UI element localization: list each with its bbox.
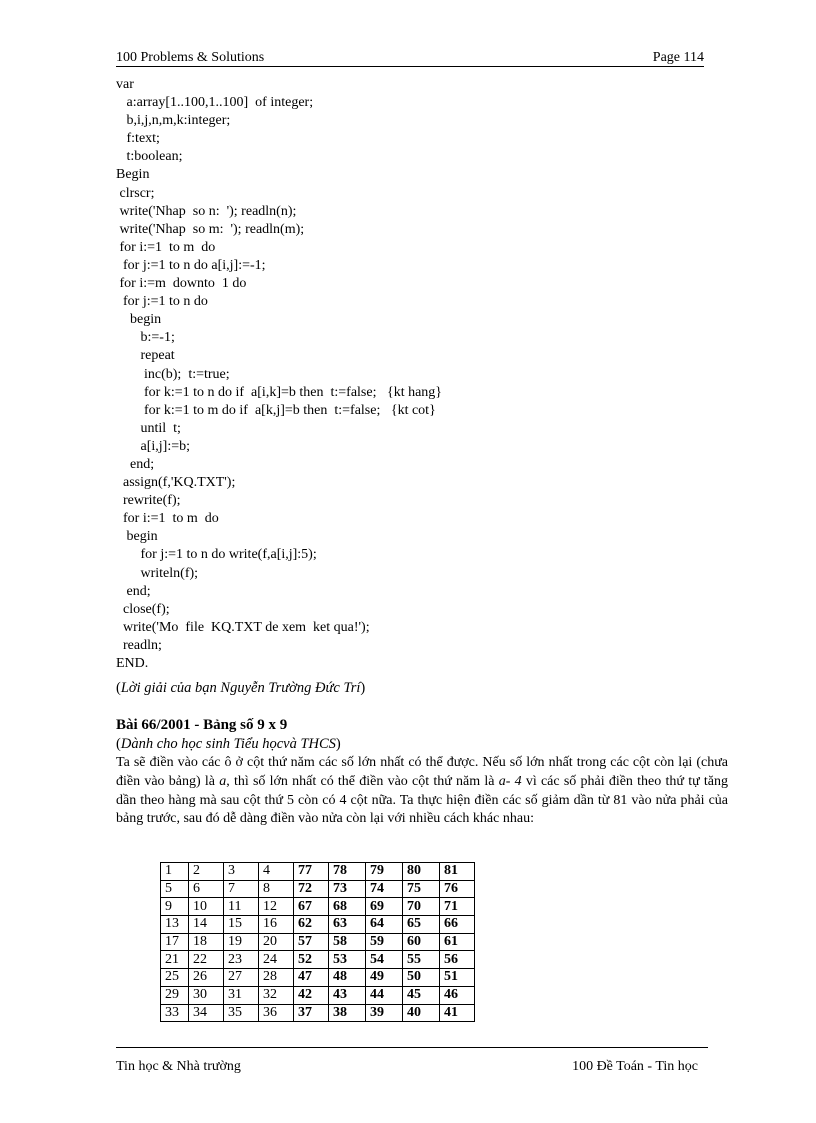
var-a: a bbox=[219, 773, 227, 789]
table-cell: 17 bbox=[161, 933, 189, 951]
table-cell: 51 bbox=[440, 969, 475, 987]
table-cell: 11 bbox=[224, 898, 259, 916]
table-row bbox=[161, 916, 475, 934]
table-row bbox=[161, 951, 475, 969]
table-cell: 38 bbox=[329, 1004, 366, 1022]
table-cell: 25 bbox=[161, 969, 189, 987]
table-cell: 21 bbox=[161, 951, 189, 969]
table-cell: 81 bbox=[440, 863, 475, 881]
var-a-minus-4: a- 4 bbox=[498, 773, 522, 789]
code-line: end; bbox=[116, 583, 151, 599]
table-cell: 5 bbox=[161, 880, 189, 898]
table-cell: 1 bbox=[161, 863, 189, 881]
table-cell: 46 bbox=[440, 986, 475, 1004]
code-line: repeat bbox=[116, 348, 175, 364]
table-cell: 34 bbox=[189, 1004, 224, 1022]
table-cell: 31 bbox=[224, 986, 259, 1004]
table-cell: 9 bbox=[161, 898, 189, 916]
header-book-title: 100 Problems & Solutions bbox=[116, 50, 265, 65]
code-line: for j:=1 to n do a[i,j]:=-1; bbox=[116, 257, 266, 273]
code-line: b:=-1; bbox=[116, 330, 175, 346]
code-line: for i:=m downto 1 do bbox=[116, 276, 247, 292]
code-line: t:boolean; bbox=[116, 149, 183, 165]
solution-paragraph: Ta sẽ điền vào các ô ở cột thứ năm các số lớn nhất có thể được. Nếu số lớn nhất trong các cột còn lại (chưa điền vào bảng) là a, thì số lớn nhất có thể điền vào cột thứ năm là a- 4 vì các số phải điền theo thứ tự tăng dần theo hàng mà sau cột thứ 5 còn có 4 cột nữa. Ta thực hiện điền các số giảm dần từ 81 vào nửa phải của bảng trước, sau đó dễ dàng điền vào nửa còn lại với nhiều cách khác nhau: bbox=[116, 755, 728, 827]
table-cell: 57 bbox=[294, 933, 329, 951]
code-line: END. bbox=[116, 656, 149, 671]
code-line: until t; bbox=[116, 420, 181, 436]
credit-author: Lời giải của bạn Nguyễn Trường Đức Trí bbox=[120, 680, 361, 696]
table-cell: 68 bbox=[329, 898, 366, 916]
table-cell: 58 bbox=[329, 933, 366, 951]
code-line: begin bbox=[116, 529, 158, 545]
table-row bbox=[161, 969, 475, 987]
code-line: close(f); bbox=[116, 601, 170, 617]
table-cell: 44 bbox=[366, 986, 403, 1004]
code-line: for i:=1 to m do bbox=[116, 511, 219, 527]
code-line: write('Nhap so n: '); readln(n); bbox=[116, 203, 297, 219]
table-cell: 77 bbox=[294, 863, 329, 881]
table-cell: 66 bbox=[440, 916, 475, 934]
code-line: inc(b); t:=true; bbox=[116, 366, 230, 382]
table-cell: 49 bbox=[366, 969, 403, 987]
table-cell: 3 bbox=[224, 863, 259, 881]
table-cell: 12 bbox=[259, 898, 294, 916]
table-cell: 48 bbox=[329, 969, 366, 987]
table-cell: 20 bbox=[259, 933, 294, 951]
table-cell: 2 bbox=[189, 863, 224, 881]
table-row bbox=[161, 933, 475, 951]
table-cell: 23 bbox=[224, 951, 259, 969]
table-cell: 56 bbox=[440, 951, 475, 969]
table-cell: 42 bbox=[294, 986, 329, 1004]
table-cell: 36 bbox=[259, 1004, 294, 1022]
page-header bbox=[116, 50, 704, 67]
table-cell: 45 bbox=[403, 986, 440, 1004]
code-line: b,i,j,n,m,k:integer; bbox=[116, 113, 231, 129]
table-cell: 33 bbox=[161, 1004, 189, 1022]
table-cell: 70 bbox=[403, 898, 440, 916]
table-cell: 62 bbox=[294, 916, 329, 934]
table-cell: 6 bbox=[189, 880, 224, 898]
code-line: begin bbox=[116, 312, 162, 328]
table-cell: 71 bbox=[440, 898, 475, 916]
table-cell: 50 bbox=[403, 969, 440, 987]
solution-credit: (Lời giải của bạn Nguyễn Trường Đức Trí) bbox=[116, 680, 366, 696]
table-cell: 75 bbox=[403, 880, 440, 898]
table-cell: 39 bbox=[366, 1004, 403, 1022]
table-cell: 61 bbox=[440, 933, 475, 951]
code-line: for i:=1 to m do bbox=[116, 239, 216, 255]
table-cell: 73 bbox=[329, 880, 366, 898]
table-cell: 64 bbox=[366, 916, 403, 934]
problem-title: Bài 66/2001 - Bảng số 9 x 9 bbox=[116, 717, 288, 733]
table-cell: 78 bbox=[329, 863, 366, 881]
table-cell: 47 bbox=[294, 969, 329, 987]
table-cell: 80 bbox=[403, 863, 440, 881]
table-cell: 40 bbox=[403, 1004, 440, 1022]
table-cell: 32 bbox=[259, 986, 294, 1004]
table-cell: 27 bbox=[224, 969, 259, 987]
code-line: assign(f,'KQ.TXT'); bbox=[116, 475, 236, 491]
table-cell: 30 bbox=[189, 986, 224, 1004]
code-line: end; bbox=[116, 456, 155, 472]
code-line: var bbox=[116, 77, 134, 92]
code-line: for j:=1 to n do bbox=[116, 294, 208, 310]
table-cell: 79 bbox=[366, 863, 403, 881]
table-cell: 76 bbox=[440, 880, 475, 898]
table-cell: 53 bbox=[329, 951, 366, 969]
code-line: for k:=1 to m do if a[k,j]=b then t:=false; {kt cot} bbox=[116, 402, 436, 418]
header-page-number: Page 114 bbox=[652, 50, 704, 65]
table-cell: 4 bbox=[259, 863, 294, 881]
code-line: rewrite(f); bbox=[116, 493, 181, 509]
table-row bbox=[161, 863, 475, 881]
code-line: write('Mo file KQ.TXT de xem ket qua!'); bbox=[116, 619, 370, 635]
table-cell: 18 bbox=[189, 933, 224, 951]
table-cell: 8 bbox=[259, 880, 294, 898]
pascal-code-block bbox=[116, 76, 716, 673]
table-cell: 37 bbox=[294, 1004, 329, 1022]
table-row bbox=[161, 986, 475, 1004]
table-cell: 63 bbox=[329, 916, 366, 934]
table-cell: 16 bbox=[259, 916, 294, 934]
table-cell: 15 bbox=[224, 916, 259, 934]
table-cell: 69 bbox=[366, 898, 403, 916]
code-line: a:array[1..100,1..100] of integer; bbox=[116, 95, 314, 111]
code-line: for j:=1 to n do write(f,a[i,j]:5); bbox=[116, 547, 317, 563]
table-cell: 72 bbox=[294, 880, 329, 898]
table-cell: 24 bbox=[259, 951, 294, 969]
table-cell: 29 bbox=[161, 986, 189, 1004]
code-line: readln; bbox=[116, 637, 162, 653]
table-cell: 54 bbox=[366, 951, 403, 969]
code-line: Begin bbox=[116, 167, 150, 183]
code-line: write('Nhap so m: '); readln(m); bbox=[116, 221, 305, 237]
table-cell: 7 bbox=[224, 880, 259, 898]
table-cell: 19 bbox=[224, 933, 259, 951]
audience-text: Dành cho học sinh Tiểu họcvà THCS bbox=[120, 736, 336, 752]
table-cell: 43 bbox=[329, 986, 366, 1004]
code-line: writeln(f); bbox=[116, 565, 199, 581]
table-cell: 14 bbox=[189, 916, 224, 934]
code-line: f:text; bbox=[116, 131, 160, 147]
number-table-9x9 bbox=[160, 862, 475, 1022]
table-cell: 28 bbox=[259, 969, 294, 987]
table-cell: 35 bbox=[224, 1004, 259, 1022]
table-cell: 65 bbox=[403, 916, 440, 934]
table-cell: 52 bbox=[294, 951, 329, 969]
footer-right: 100 Đề Toán - Tin học bbox=[572, 1059, 698, 1074]
table-cell: 67 bbox=[294, 898, 329, 916]
table-cell: 10 bbox=[189, 898, 224, 916]
table-cell: 60 bbox=[403, 933, 440, 951]
code-line: for k:=1 to n do if a[i,k]=b then t:=false; {kt hang} bbox=[116, 384, 443, 400]
table-cell: 13 bbox=[161, 916, 189, 934]
code-line: a[i,j]:=b; bbox=[116, 438, 190, 454]
table-cell: 59 bbox=[366, 933, 403, 951]
table-row bbox=[161, 1004, 475, 1022]
code-line: clrscr; bbox=[116, 185, 155, 201]
table-cell: 55 bbox=[403, 951, 440, 969]
table-cell: 22 bbox=[189, 951, 224, 969]
table-cell: 26 bbox=[189, 969, 224, 987]
footer-left: Tin học & Nhà trường bbox=[116, 1059, 241, 1074]
page-footer bbox=[116, 1047, 708, 1074]
table-row bbox=[161, 880, 475, 898]
table-cell: 74 bbox=[366, 880, 403, 898]
problem-audience: (Dành cho học sinh Tiểu họcvà THCS) bbox=[116, 736, 341, 752]
table-row bbox=[161, 898, 475, 916]
table-cell: 41 bbox=[440, 1004, 475, 1022]
